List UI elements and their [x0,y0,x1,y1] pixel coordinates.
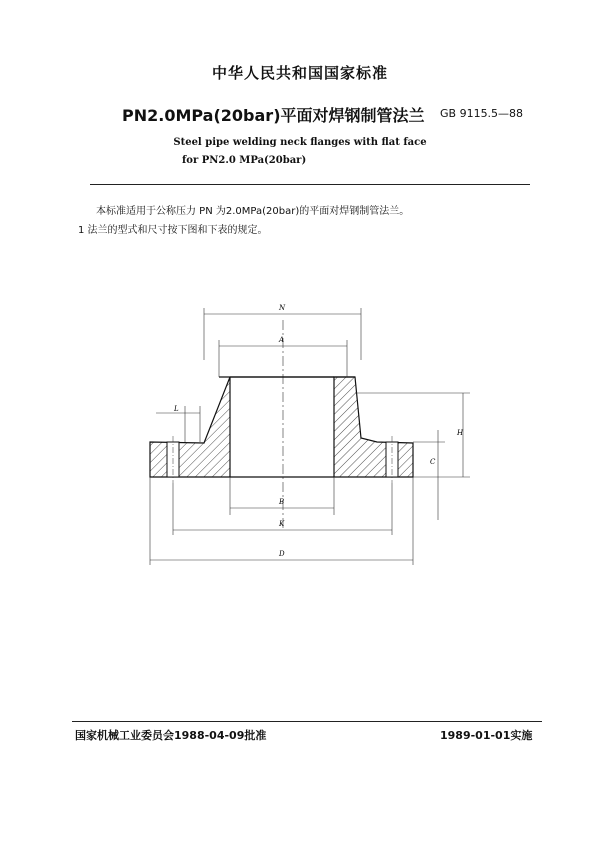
english-title-line1: Steel pipe welding neck flanges with flat face [173,137,427,148]
dim-label-d: D [279,550,285,558]
dim-label-k: K [279,520,285,528]
approval-line: 国家机械工业委员会1988-04-09批准 [75,729,267,742]
dim-label-l: L [174,405,179,413]
footer-divider [72,721,542,722]
flange-drawing [0,290,600,590]
left-section [150,377,230,477]
document-title: PN2.0MPa(20bar)平面对焊钢制管法兰 [122,106,425,125]
dim-label-b: B [279,498,285,506]
dim-label-a: A [279,336,285,344]
standard-number: GB 9115.5—88 [440,107,524,120]
right-section [334,377,413,477]
header-divider [90,184,530,185]
dim-label-c: C [430,458,436,466]
scope-paragraph: 本标准适用于公称压力 PN 为2.0MPa(20bar)的平面对焊钢制管法兰。 [96,206,410,217]
dim-label-h: H [457,429,464,437]
standard-header: 中华人民共和国国家标准 [211,64,388,82]
clause-1-paragraph: 1 法兰的型式和尺寸按下图和下表的规定。 [78,225,268,236]
english-title-line2: for PN2.0 MPa(20bar) [182,155,307,166]
effective-date: 1989-01-01实施 [440,729,533,742]
dim-label-n: N [279,304,286,312]
